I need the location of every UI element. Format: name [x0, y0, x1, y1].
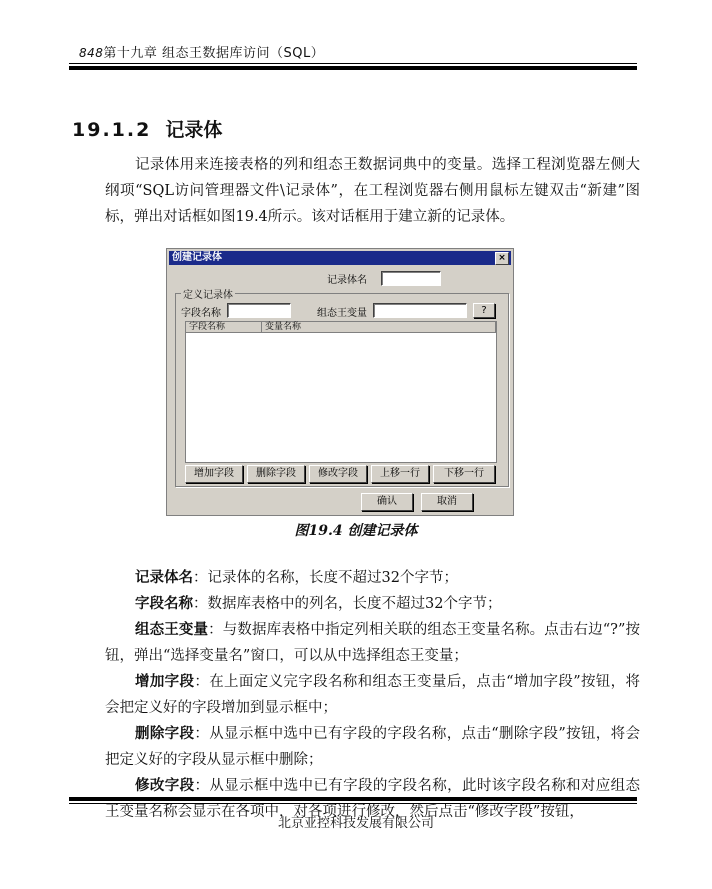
definition-term: 记录体名 [135, 570, 193, 586]
definition-text: ：记录体的名称，长度不超过32个字节； [193, 570, 458, 586]
header-rule-thin [69, 63, 637, 64]
definition-list [105, 565, 640, 825]
move-up-button[interactable]: 上移一行 [371, 465, 429, 483]
group-label: 定义记录体 [181, 286, 235, 301]
cancel-button[interactable]: 取消 [421, 493, 473, 511]
definition-term: 修改字段 [135, 778, 195, 794]
field-name-input[interactable] [227, 303, 291, 318]
dialog-title-bar [169, 251, 511, 265]
running-header [79, 42, 324, 61]
modify-field-button[interactable]: 修改字段 [309, 465, 367, 483]
footer-rule-thick [69, 797, 637, 801]
definition-field-name [105, 591, 640, 617]
definition-text: ：数据库表格中的列名，长度不超过32个字节； [193, 596, 502, 612]
intro-paragraph: 记录体用来连接表格的列和组态王数据词典中的变量。选择工程浏览器左侧大纲项“SQL访问管理器文件\记录体”，在工程浏览器右侧用鼠标左键双击“新建”图标，弹出对话框如图19.4所示。该对话框用于建立新的记录体。 [105, 157, 640, 225]
record-name-input[interactable] [381, 271, 441, 286]
footer-company: 北京亚控科技发展有限公司 [277, 816, 434, 831]
column-header-variable-name[interactable]: 变量名称 [262, 322, 496, 333]
section-title: 记录体 [165, 119, 223, 141]
variable-input[interactable] [373, 303, 467, 318]
add-field-button[interactable]: 增加字段 [185, 465, 243, 483]
ok-button[interactable]: 确认 [361, 493, 413, 511]
variable-label: 组态王变量 [317, 308, 367, 319]
browse-variable-button[interactable]: ? [473, 303, 495, 318]
definition-add-field [105, 669, 640, 721]
column-header-field-name[interactable]: 字段名称 [186, 322, 262, 333]
definition-term: 组态王变量 [135, 622, 209, 638]
figure-caption: 图19.4 创建记录体 [294, 523, 418, 539]
section-number: 19.1.2 [72, 119, 152, 141]
header-rule-thick [69, 66, 637, 70]
dialog-title: 创建记录体 [172, 252, 222, 263]
definition-text: ：在上面定义完字段名称和组态王变量后，点击“增加字段”按钮，将会把定义好的字段增加到显示框中； [105, 674, 640, 716]
definition-text: ：从显示框中选中已有字段的字段名称，点击“删除字段”按钮，将会把定义好的字段从显示框中删除； [105, 726, 640, 768]
section-heading [72, 115, 222, 142]
record-name-label: 记录体名 [327, 275, 367, 286]
definition-text: ：与数据库表格中指定列相关联的组态王变量名称。点击右边“?”按钮，弹出“选择变量名”窗口，可以从中选择组态王变量； [105, 622, 640, 664]
definition-text: ：从显示框中选中已有字段的字段名称，此时该字段名称和对应组态王变量名称会显示在各项中，对各项进行修改，然后点击“修改字段”按钮， [105, 778, 641, 820]
footer-rule-thin [69, 803, 637, 804]
field-name-label: 字段名称 [181, 308, 221, 319]
chapter-title: 第十九章 组态王数据库访问（SQL） [103, 46, 325, 61]
delete-field-button[interactable]: 删除字段 [247, 465, 305, 483]
close-icon[interactable]: × [495, 252, 509, 265]
definition-term: 字段名称 [135, 596, 193, 612]
move-down-button[interactable]: 下移一行 [433, 465, 495, 483]
definition-variable [105, 617, 640, 669]
page-number: 848 [79, 46, 104, 60]
field-list[interactable] [185, 321, 497, 463]
definition-term: 增加字段 [135, 674, 195, 690]
definition-term: 删除字段 [135, 726, 195, 742]
definition-record-name [105, 565, 640, 591]
create-record-dialog [166, 248, 514, 516]
definition-delete-field [105, 721, 640, 773]
